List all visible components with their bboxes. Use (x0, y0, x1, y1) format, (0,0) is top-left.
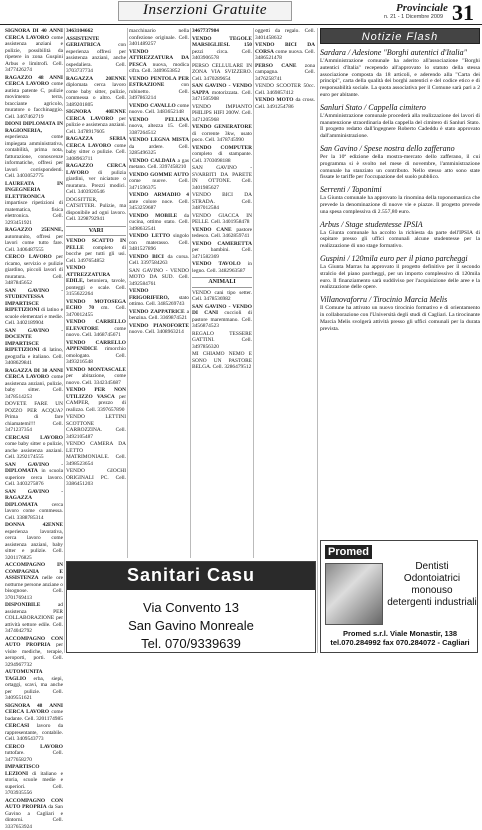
classified-ad: RAGAZZA SERIA CERCA LAVORO come baby sitter o pulizie. Cell. 3408963711 (66, 136, 126, 162)
news-item-body: Per la 10ª edizione della mostra-mercato dello zafferano, il cui programma si è svolto nel mese di novembre, l'amministrazione comunale ha stanziato un contributo. Nello stesso atto sono state fissate le tariffe per l'occupazione del suolo pubblico. (320, 154, 480, 181)
classified-ad: SAN GAVINO - VENDO DI CANI cuccioli di pastore maremmano. Cell. 3456874523 (192, 304, 252, 330)
news-flash-panel (320, 28, 480, 538)
classified-ad: CERCO LAVORO per ricamo, servizio e pulizie giardino, piccoli lavori di muratura. Cell. 3487845652 (5, 254, 63, 287)
classified-ad: VENDO TEGOLE MARSIGLIESI. 150 pezzi circa. Cell. 3403906578 (192, 36, 252, 62)
classified-ad: IMPARTISCO LEZIONI di italiano e storia, scuole medie e superiori. Cell. 3703935556 (5, 764, 63, 797)
ad-phone: tel.070.284992 fax 070.284072 - Cagliari (325, 638, 475, 647)
section-heading-animali: ANIMALI (192, 277, 252, 288)
classified-ad: DOGSITTER, CATSITTER. Pulizie, ma disponibile ad ogni lavoro. Cell. 3298792941 (66, 197, 126, 223)
news-item-title: Villanovaforru / Tirocinio Marcia Melis (320, 295, 480, 304)
classified-ad: RAGAZZO 25ENNE, automunito, offresi per lavori come tutto fare. Cell. 3406487555 (5, 227, 63, 253)
classified-ad: DISPONIBILE ad assistenza PER COLLABORAZIONE per attività settore edile. Cell. 3474042792 (5, 602, 63, 635)
page-number: 31 (452, 0, 474, 26)
classified-ad: PERSO CELLULARE IN ZONA VIA SVIZZERO. Cell. 3470289654 (192, 63, 252, 83)
classified-ad: 3467737984 (192, 28, 252, 35)
news-item-title: Sanluri Stato / Cappella cimitero (320, 103, 480, 112)
classified-ad: VENDO IMPIANTO PHILIPS HIFI 200W. Cell. 3471205968 (192, 104, 252, 124)
ad-line-2: Odontoiatrici (387, 573, 477, 585)
classified-ad: VENDO GIACCA IN PELLE. Cell. 3401958478 (192, 213, 252, 226)
ad-address: Promed s.r.l. Viale Monastir, 138 (325, 629, 475, 638)
news-item-title: Guspini / 120mila euro per il piano parcheggi (320, 254, 480, 263)
classifieds-column-2 (66, 28, 126, 558)
classified-ad: ACCOMPAGNO CON AUTO PROPRIA da San Gavino a Cagliari e dintorni. Cell. 3337653924 (5, 798, 63, 830)
news-item-body: La Giunta Marras ha approvato il progetto definitivo per il secondo stralcio del piano parcheggi, per un importo complessivo di 120mila euro. Il finanziamento sarà suddiviso per l'acquisizione delle aree e la realizzazione delle opere. (320, 264, 480, 291)
classified-ad: VENDO LETTO singolo con materasso. Cell. 3481527896 (129, 233, 189, 253)
ad-contact (325, 629, 475, 647)
classified-ad: SAN GAVINO - DOCENTE IMPARTISCE RIPETIZIONI di latino, geografia e italiano. Cell. 3408629841 (5, 328, 63, 367)
classified-ad: DOVETE FARE UN POZZO PER ACQUA? Prima di fare chiamatemi!!! Cell. 3471237354 (5, 401, 63, 434)
classified-ad: PERSO CANE zona campagna. Cell. 3476258741 (255, 63, 315, 83)
news-item-title: Serrenti / Toponimi (320, 185, 480, 194)
classified-ad: VENDO LEGNA MISTA da ardere. Cell. 3285496325 (129, 137, 189, 157)
classified-ad: SAN GAVINO - VENDO SAPPA motorizzata. Cell. 3471505908 (192, 83, 252, 103)
news-item-body: Il Comune ha attivato un nuovo tirocinio formativo e di orientamento in collaborazione con l'Università degli studi di Cagliari. La tirocinante Marcia Melis svolgerà attività presso gli uffici comunali per la durata prevista. (320, 305, 480, 332)
classified-ad: VENDO BICI DA STRADA. Cell. 3487012584 (192, 192, 252, 212)
classified-ad: VENDO GENERATORE di corrente 3kw, usato poco. Cell. 3478745990 (192, 124, 252, 144)
classified-ad: VENDO CALDAIA a gas metano. Cell. 3397458210 (129, 158, 189, 171)
classified-ad: VENDO PENTOLA PER ESTRAZIONE con rubinetto. Cell. 3497863214 (129, 76, 189, 102)
classified-ad: VENDO MOTO da cross. Cell. 3491254786 (255, 97, 315, 110)
classified-ad: DIONI DIPLOMATA IN RAGIONERIA, esperienza come impiegata amministrativa, contabilità, prima nota, fatturazione, conoscenze informatiche, offresi per lavori corrispondenti. Cell. 3403052775 (5, 121, 63, 180)
news-flash-header: Notizie Flash (320, 28, 480, 44)
ad-line-4: detergenti industriali (387, 597, 477, 609)
section-title: Inserzioni Gratuite (120, 2, 290, 19)
classified-ad: MI CHIAMO NEMO E SONO UN PASTORE BELGA. Cell. 3286479512 (192, 351, 252, 371)
classified-ad: VENDO FRIGORIFERO, stato ottimo. Cell. 3485269743 (129, 288, 189, 308)
classified-ad: SIGNORA 40ENNE CERCA LAVORO per pulizie e assistenza anziani. Cell. 3478917605 (66, 109, 126, 135)
classified-ad: VENDO CAMERA DA LETTO MATRIMONIALE. Cell. 3498523654 (66, 441, 126, 467)
classified-ad: RAGAZZO 48 ANNI CERCA LAVORO come autista patente C, pulizie movimento terra, bracciante agricolo, muratore o facchinaggio. Cell. 3467462719 (5, 75, 63, 121)
classified-ad: VENDO MOTOSEGA ECHO 70 cm. Cell. 3470012455 (66, 299, 126, 319)
ad-brand: Sanitari Casu (67, 565, 315, 586)
ad-line-1: Dentisti (387, 561, 477, 573)
ad-line-3: monouso (387, 585, 477, 597)
news-item-title: Sardara / Adesione "Borghi autentici d'Italia" (320, 48, 480, 57)
classified-ad: VENDO cani tipo setter. Cell. 3478536982 (192, 290, 252, 303)
classified-ad: SAN GAVINO - DIPLOMATA in scuola superiore cerca lavoro. Cell. 3403275876 (5, 462, 63, 488)
classified-ad: VENDO ARMADIO 4 ante colore noce. Cell. 3453259687 (129, 192, 189, 212)
news-item-body: La Giunta comunale ha approvato la rinomina della toponomastica che prevede la denominazione di nuove vie e piazze. Il progetto prevede una spesa complessiva di 2.557,80 euro. (320, 195, 480, 215)
classified-ad: REGALO TESSERE GATTINI. Cell. 3497856320 (192, 331, 252, 351)
classified-ad: SAN GAVINO - VENDO MOTO DA SUD. Cell. 3492584761 (129, 268, 189, 288)
classified-ad: RAGAZZO CERCA LAVORO di pulizia giardini, ver niciature o muratura. Prezzi modici. Cell. 3403920546 (66, 163, 126, 196)
news-item-body: La Giunta comunale ha accolto la richiesta da parte dell'IPSIA di ospitare presso gli uffici comunali alcune studentesse per la realizzazione di uno stage formativo. (320, 230, 480, 250)
classifieds-column-3 (129, 28, 189, 558)
classified-ad: SAN GAVINO - STUDENTESSA IMPARTISCE RIPETIZIONI di latino e scuole elementari e medie. Cell. 3402189904 (5, 288, 63, 327)
classified-ad: SIGNORA DI 40 ANNI CERCA LAVORO come assistenza anziani e pulizie, possibilità da ripetere in zona Guspini Arbus e limitrofi. Cell. 3477426274 (5, 28, 63, 74)
column-divider (253, 28, 254, 558)
classified-ad: VENDO ZAPPATRICE a benzina. Cell. 3369874521 (129, 309, 189, 322)
ad-address: Via Convento 13 (67, 600, 315, 615)
column-divider (317, 28, 318, 653)
classified-ad: VENDO CAMERETTA per bambini. Cell. 3471582369 (192, 241, 252, 261)
issue-date: n. 21 - 1 Dicembre 2009 (384, 14, 443, 20)
classified-ad: LAUREATA IN INGEGNERIA ELETTRONICA impartisce ripetizioni di matematica, fisica elettronica. Cell. 3293451921 (5, 181, 63, 227)
classified-ad: VENDO GIOCHI ORIGINALI PC. Cell. 3386451203 (66, 468, 126, 488)
classified-ad: SIGNORA 48 ANNI CERCA LAVORO come badante. Cell. 3201174985 (5, 703, 63, 723)
classified-ad: ASSISTENTE GERIATRICA con esperienza offresi per assistenza anziani, anche ospedaliera. Cell. 3703737734 (66, 36, 126, 75)
classified-ad: VENDO BICI da corsa. Cell. 3397584263 (129, 254, 189, 267)
classified-ad: CERCASI lavoro da rappresentante, contabile. Cell. 3409543773 (5, 723, 63, 743)
classified-ad: macchinario nella confezione originale. Cell. 3401489257 (129, 28, 189, 48)
advertisement-sanitari-casu (66, 561, 316, 653)
classified-ad: VENDO PIANOFORTE nuovo. Cell. 3408963214 (129, 323, 189, 336)
header-rule (0, 24, 482, 25)
classified-ad: VENDO CAVALLO come nuovo. Cell. 3483652148 (129, 103, 189, 116)
classified-ad: VENDO BICI DA CORSA come nuova. Cell. 3486521478 (255, 42, 315, 62)
classified-ad: VENDO MONTASCALE per abitazione, come nuovo. Cell. 3342345687 (66, 367, 126, 387)
classified-ad: VENDO CARRELLO ELEVATORE come nuovo. Cell. 3468745671 (66, 319, 126, 339)
classified-ad: oggetti da regalo. Cell. 3401458632 (255, 28, 315, 41)
classifieds-column-5 (255, 28, 315, 558)
classifieds-column-4 (192, 28, 252, 558)
classified-ad: 3463104662 (66, 28, 126, 35)
classifieds-column-1 (5, 28, 63, 653)
classified-ad: VENDO SCATTO IN PELLE completo di bocche per tutti gli usi. Cell. 3497654852 (66, 238, 126, 264)
classified-ad: CERCASI LAVORO come baby sitter o pulizie, anche assistenza anziani. Cell. 3292174555 (5, 435, 63, 461)
ad-product-photo (325, 563, 383, 625)
page-header (0, 0, 482, 26)
classified-ad: RAGAZZA 20ENNE diplomata cerca lavoro come baby sitter, pulizie, commessa o altro. Cell. 3489201805 (66, 76, 126, 109)
classified-ad: VENDO ATTREZZATURA DA PESCA nuova, modica cifra. Cell. 3409653852 (129, 49, 189, 75)
classified-ad: VENDO CANE pastore tedesco. Cell. 3462859741 (192, 227, 252, 240)
classified-ad: VENDO TAVOLO in legno. Cell. 3482963587 (192, 261, 252, 274)
newspaper-logo: Provinciale (396, 2, 448, 14)
classified-ad: RAGAZZA DI 30 ANNI CERCA LAVORO come assistenza anziani, pulizie, baby sitter. Cell. 3478514253 (5, 368, 63, 401)
ad-city: San Gavino Monreale (67, 618, 315, 633)
news-item-body: L'Amministrazione comunale ha aderito all'associazione "Borghi autentici d'Italia" recependo all'approvato lo statuto della stessa associazione composta da 18 articoli, e aderendo alla "Carta dei principi", carta della qualità dei borghi autentici e del codice etico e di responsabilità sociale. La quota associativa per il Comune sarà pari a 2 euro per abitante. (320, 58, 480, 99)
column-divider (127, 28, 128, 558)
column-divider (190, 28, 191, 558)
classified-ad: SAN GAVINO - RAGAZZA DIPLOMATA cerca lavoro come commessa. Cell. 3388785314 (5, 489, 63, 522)
ad-brand: Promed (325, 545, 372, 559)
advertisement-promed (320, 540, 478, 653)
news-item-title: Arbus / Stage studentesse IPSIA (320, 220, 480, 229)
classified-ad: VENDO PELLINA nuova, altezza 15. Cell. 3387264512 (129, 117, 189, 137)
classified-ad: CERCO LAVORO tuttofare. Cell. 3477658270 (5, 744, 63, 764)
column-divider (64, 28, 65, 653)
classified-ad: AUTOMUNITA TAGLIO erba, siepi, ortaggi, scavi, ma anche per pulizie. Cell. 3409551621 (5, 669, 63, 702)
classified-ad: DONNA 42ENNE esperienza lavorativa, cerca lavoro come assistenza anziani, baby sitter e pulizie. Cell. 3201176825 (5, 522, 63, 561)
classified-ad: VENDO SCOOTER 50cc. Cell. 3469857412 (255, 83, 315, 96)
classified-ad: ACCOMPAGNO IN COMPAGNIA E ASSISTENZA nelle ore notturne persone anziane o bisognose. Cell. 3701769413 (5, 562, 63, 601)
classified-ad: VENDO LETTINI SCOTTONE CARROZZINA. Cell. 3492105487 (66, 414, 126, 440)
classified-ad: VENDO MOBILE da cucina, ottimo stato. Cell. 3498632541 (129, 213, 189, 233)
classified-ad: VENDO COMPUTER completo di stampante. Cell. 3703098188 (192, 145, 252, 165)
news-item-title: San Gavino / Spese nostra dello zafferano (320, 144, 480, 153)
ad-phone: Tel. 070/9339639 (67, 636, 315, 651)
classified-ad: VENDO GOMME AUTO come nuove. Cell. 3471596375 (129, 172, 189, 192)
classified-ad: VENDO CARRELLO APPENDICE rimorchio omologato. Cell. 3493216548 (66, 340, 126, 366)
classified-ad: VENDO ATTREZZATURA EDILE, betoniera, tavole, ponteggi e scale. Cell. 3155622264 (66, 265, 126, 298)
news-item-body: L'Amministrazione comunale procederà alla realizzazione dei lavori di manutenzione straordinaria della cappella del cimitero di Sanluri Stato. Il progetto redatto dall'ingegnere Roberto Cadeddu è stato approvato dall'amministrazione. (320, 113, 480, 140)
classified-ad: VENDO PER NON UTILIZZO VASCA per CAMPER, prezzo di realizzo. Cell. 3397657890 (66, 387, 126, 413)
classified-ad: SAN GAVINO - SVARBITI DA PARETE IN OTTONE. Cell. 3401985627 (192, 165, 252, 191)
classified-ad: ACCOMPAGNO CON AUTO PROPRIA per visite mediche, terapie, aeroporti, porti. Cell. 3294967732 (5, 636, 63, 669)
section-heading-vari: VARI (66, 226, 126, 237)
